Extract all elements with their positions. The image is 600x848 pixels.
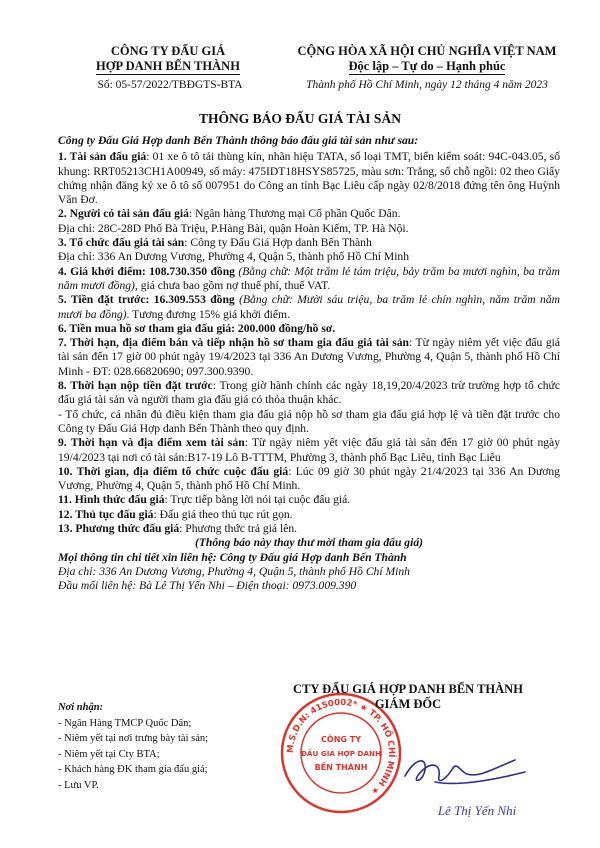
section-13-text: : Phương thức trả giá lên. [179, 522, 298, 536]
document-title: THÔNG BÁO ĐẤU GIÁ TÀI SẢN [199, 111, 401, 126]
national-header [277, 44, 577, 75]
org-name-line1: CÔNG TY ĐẤU GIÁ [110, 44, 226, 58]
section-9 [58, 436, 560, 465]
section-4 [58, 265, 560, 294]
section-3-text: : Công ty Đấu Giá Hợp danh Bến Thành [184, 236, 372, 250]
section-2-label: 2. Người có tài sản đấu giá [58, 207, 189, 221]
section-12-text: : Đấu giá theo thủ tục rút gọn. [153, 507, 293, 521]
signature-block [258, 682, 558, 712]
contact-line-2: Địa chỉ: 336 An Dương Vương, Phường 4, Quận 5, thành phố Hồ Chí Minh [58, 564, 410, 578]
contact-line-1 [58, 551, 560, 565]
section-13-label: 13. Phương thức đấu giá [58, 522, 180, 536]
invitation-note: (Thông báo này thay thư mời tham gia đấu giá) [194, 536, 423, 550]
document-date: Thành phố Hồ Chí Minh, ngày 12 tháng 4 năm 2023 [306, 79, 548, 91]
section-5 [58, 293, 560, 322]
section-9-text: : Từ ngày niêm yết việc đấu giá tài sản đến 17 giờ 00 phút ngày 19/4/2023 tại nơi có tài sản:B17-19 Lô B-TTTM, Phường 3, thành phố Bạc Liêu, tỉnh Bạc Liêu [58, 436, 560, 464]
contact-line-3: Đầu mối liên hệ: Bà Lê Thị Yến Nhi – Điện thoại: 0973.009.390 [58, 579, 357, 593]
recipients-label: Nơi nhận: [58, 702, 104, 713]
section-3-label: 3. Tổ chức đấu giá tài sản [58, 236, 185, 250]
section-10-text: : Lúc 09 giờ 30 phút ngày 21/4/2023 tại 336 An Dương Vương, Phường 4, Quận 5, thành phố Hồ Chí Minh. [58, 464, 560, 493]
section-7 [58, 336, 560, 379]
seal-ring-text: M.S.D.N: 4150002* ★ TP. HỒ CHÍ MINH ★ [285, 697, 397, 797]
org-header [78, 44, 258, 75]
recipient-item: - Lưu VP. [58, 779, 99, 791]
recipient-item: - Khách hàng ĐK tham gia đấu giá; [58, 764, 208, 775]
signer-name: Lê Thị Yến Nhi [437, 803, 517, 818]
section-5-words: (Bằng chữ: Mười sáu triệu, ba trăm lẻ chín nghìn, năm trăm năm mươi ba đồng) [58, 293, 560, 321]
section-12-label: 12. Thủ tục đấu giá [58, 507, 154, 521]
section-8-extra: - Tổ chức, cá nhân đủ điều kiện tham gia đấu giá nộp hồ sơ tham gia đấu giá hợp lệ và tiền đặt trước cho Công ty Đấu Giá Hợp danh Bến Thành theo quy định. [58, 407, 560, 435]
document-body [58, 134, 560, 594]
document-number: Số: 05-57/2022/TBĐGTS-BTA [97, 79, 243, 91]
section-1-label: 1. Tài sản đấu giá [58, 150, 147, 164]
section-9-label: 9. Thời hạn và địa điểm xem tài sản [58, 436, 245, 450]
seal-line-1: CÔNG TY [321, 735, 361, 744]
section-8-text: : Trong giờ hành chính các ngày 18,19,20/4/2023 trừ trường hợp tổ chức đấu giá tài sản và người tham gia đấu giá có thỏa thuận khác. [58, 379, 560, 407]
section-11 [58, 493, 560, 507]
section-8 [58, 379, 560, 408]
recipients-block [58, 700, 278, 793]
section-1 [58, 150, 560, 207]
section-3 [58, 236, 560, 250]
signer-organization: CTY ĐẤU GIÁ HỢP DANH BẾN THÀNH [293, 682, 523, 696]
section-10 [58, 465, 560, 494]
org-name-line2: HỢP DANH BẾN THÀNH [96, 59, 240, 73]
signer-position: GIÁM ĐỐC [374, 697, 442, 711]
section-11-label: 11. Hình thức đấu giá [58, 493, 165, 507]
section-6 [58, 322, 560, 336]
section-2-text: : Ngân hàng Thương mại Cổ phần Quốc Dân. [188, 207, 401, 221]
section-7-label: 7. Thời hạn, địa điểm bán và tiếp nhận hồ sơ tham gia đấu giá tài sản [58, 336, 409, 350]
contact-line-1-text: Mọi thông tin chi tiết xin liên hệ: Công ty Đấu giá Hợp danh Bến Thành [58, 550, 407, 564]
section-7-text: : Từ ngày niêm yết việc đấu giá tài sản đến 17 giờ 00 phút ngày 19/4/2023 tại 336 An Dương Vương, Phường 4, Quận 5, thành phố Hồ Chí Minh - ĐT: 028.66820690; 097.300.9390. [58, 336, 560, 378]
section-4-text: , giá chưa bao gồm nợ thuế phí, thuế VAT. [134, 278, 331, 292]
section-13 [58, 522, 560, 536]
section-1-text: : 01 xe ô tô tải thùng kín, nhãn hiệu TATA, số loại TMT, biển kiểm soát: 94C-043.05, số khung: RRT05213CH1A00949, số máy: 475IDT18HSYS85725, màu sơn: Trắng, số chỗ ngồi: 02 theo Giấy chứng nhận đăng ký xe ô tô số 007951 do Công an tỉnh Bạc Liêu cấp ngày 02/8/2018 đứng tên ông Huỳnh Văn Đơ. [58, 150, 560, 207]
recipient-item: - Niêm yết tại Cty BTA; [58, 748, 160, 760]
nation-title: CỘNG HÒA XÃ HỘI CHỦ NGHĨA VIỆT NAM [297, 44, 557, 58]
intro-line: Công ty Đấu Giá Hợp danh Bến Thành thông báo đấu giá tài sản như sau: [58, 134, 419, 147]
section-8-label: 8. Thời hạn nộp tiền đặt trước [58, 379, 213, 393]
section-12 [58, 508, 560, 522]
section-5-label: 5. Tiền đặt trước: 16.309.553 đồng [58, 293, 235, 307]
section-5-text: . Tương đương 15% giá khởi điểm. [126, 307, 290, 321]
section-4-label: 4. Giá khởi điểm: 108.730.350 đồng [58, 264, 235, 278]
section-10-label: 10. Thời gian, địa điểm tổ chức cuộc đấu giá [58, 464, 289, 478]
section-3-address: Địa chỉ: 336 An Dương Vương, Phường 4, Quận 5, thành phố Hồ Chí Minh [58, 250, 410, 264]
handwritten-signature [395, 738, 545, 800]
section-2 [58, 207, 560, 221]
seal-line-3: BẾN THÀNH [314, 763, 368, 772]
nation-motto: Độc lập – Tự do – Hạnh phúc [348, 59, 506, 73]
seal-line-2: ĐẤU GIÁ HỢP DANH [300, 749, 382, 758]
section-4-words: (Bằng chữ: Một trăm lẻ tám triệu, bảy trăm ba mươi nghìn, ba trăm năm mươi đồng) [58, 264, 560, 292]
section-2-address: Địa chỉ: 28C-28D Phố Bà Triệu, P.Hàng Bài, quận Hoàn Kiếm, TP. Hà Nội. [58, 221, 409, 235]
section-6-label: 6. Tiền mua hồ sơ tham gia đấu giá: 200.000 đồng/hồ sơ. [58, 321, 336, 335]
recipient-item: - Ngân Hàng TMCP Quốc Dân; [58, 717, 192, 729]
recipient-item: - Niêm yết tại nơi trưng bày tài sản; [58, 733, 209, 744]
section-11-text: : Trực tiếp bằng lời nói tại cuộc đấu giá. [164, 493, 351, 507]
